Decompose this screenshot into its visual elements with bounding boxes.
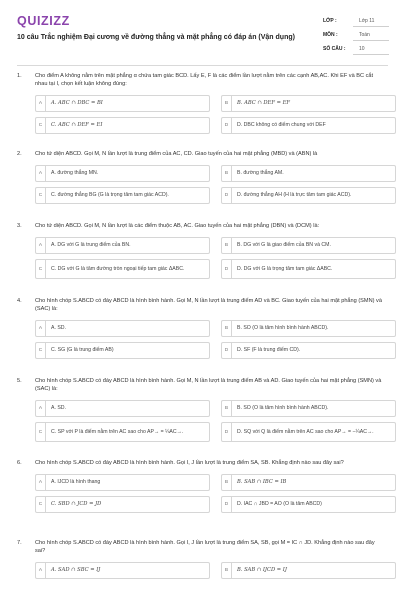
question-3: [0, 222, 400, 297]
question-header: [17, 72, 386, 88]
option-c[interactable]: [35, 117, 210, 134]
option-text: A. IJCD là hình thang: [51, 479, 101, 486]
option-letter: C: [36, 343, 46, 358]
question-text: Cho điểm A không nằm trên mặt phẳng α chứa tam giác BCD. Lấy E, F là các điểm lần lượt nằm trên các cạnh AB,AC. Khi EF và BC cắt nhau tại I, chọn kết luận không đúng:: [35, 73, 374, 87]
option-letter: B: [222, 321, 232, 336]
option-letter: C: [36, 118, 46, 133]
question-text: Cho hình chóp S.ABCD có đáy ABCD là hình bình hành. Gọi I, J lần lượt là trung điểm SA, SB. Khẳng định nào sau đây sai?: [35, 460, 344, 466]
option-b[interactable]: [221, 474, 396, 491]
question-number: 6.: [17, 460, 22, 466]
option-d[interactable]: [221, 187, 396, 204]
option-text: A. SAD ∩ SBC = IJ: [51, 567, 101, 574]
option-a[interactable]: [35, 237, 210, 254]
worksheet-title: 10 câu Trắc nghiệm Đại cương về đường thẳng và mặt phẳng có đáp án (Vận dụng): [17, 34, 295, 41]
option-text: A. đường thẳng MN.: [51, 170, 99, 177]
option-c[interactable]: [35, 187, 210, 204]
option-b[interactable]: [221, 165, 396, 182]
option-b[interactable]: [221, 400, 396, 417]
question-7: [0, 539, 400, 599]
question-6: [0, 459, 400, 539]
option-letter: C: [36, 188, 46, 203]
option-a[interactable]: [35, 400, 210, 417]
meta-row-count: [323, 42, 389, 56]
option-text: A. SD.: [51, 405, 66, 412]
option-text: D. SF (F là trung điểm CD).: [237, 347, 301, 354]
option-b[interactable]: [221, 562, 396, 579]
answer-options: [35, 165, 386, 204]
worksheet-header: [0, 0, 400, 64]
question-number: 7.: [17, 540, 22, 546]
answer-options: [35, 562, 386, 579]
question-number: 2.: [17, 151, 22, 157]
option-letter: D: [222, 188, 232, 203]
option-c[interactable]: [35, 259, 210, 279]
meta-label: SỐ CÂU :: [323, 46, 346, 52]
header-divider: [17, 65, 388, 66]
question-2: [0, 150, 400, 222]
worksheet-meta: [323, 14, 389, 56]
meta-value: Toán: [353, 30, 389, 41]
question-list: [0, 72, 400, 599]
question-5: [0, 377, 400, 459]
question-text: Cho tứ diện ABCD. Gọi M, N lần lượt là các điểm thuộc AB, AC. Giao tuyến của hai mặt phẳng (DBN) và (DCM) là:: [35, 223, 320, 229]
option-c[interactable]: [35, 342, 210, 359]
option-d[interactable]: [221, 496, 396, 513]
option-letter: A: [36, 475, 46, 490]
option-text: D. IAC ∩ JBD = AO (O là tâm ABCD): [237, 501, 322, 508]
option-text: C. DG với G là tâm đường tròn ngoại tiếp tam giác ΔABC.: [51, 265, 185, 272]
meta-row-subject: [323, 28, 389, 42]
option-text: A. DG với G là trung điểm của BN.: [51, 242, 131, 249]
option-text: C. đường thẳng BG (G là trọng tâm tam giác ACD).: [51, 192, 169, 199]
option-letter: B: [222, 401, 232, 416]
question-header: [17, 222, 386, 230]
option-letter: B: [222, 166, 232, 181]
question-number: 1.: [17, 73, 22, 79]
question-text: Cho hình chóp S.ABCD có đáy ABCD là hình bình hành. Gọi M, N lần lượt là trung điểm AB và AD. Giao tuyến của hai mặt phẳng (SMN) và (SAC) là:: [35, 378, 382, 392]
option-letter: A: [36, 96, 46, 111]
option-c[interactable]: [35, 496, 210, 513]
question-header: [17, 297, 386, 313]
option-text: D. DBC không có điểm chung với DEF: [237, 122, 326, 129]
answer-options: [35, 320, 386, 359]
option-b[interactable]: [221, 95, 396, 112]
question-number: 5.: [17, 378, 22, 384]
option-text: B. SO (O là tâm hình bình hành ABCD).: [237, 405, 329, 412]
option-a[interactable]: [35, 562, 210, 579]
option-letter: C: [36, 260, 46, 278]
meta-value: Lớp 11: [353, 16, 389, 27]
option-letter: B: [222, 238, 232, 253]
option-text: B. SAB ∩ IJCD = IJ: [237, 567, 287, 574]
option-d[interactable]: [221, 117, 396, 134]
option-text: C. SBD ∩ JCD = JD: [51, 501, 102, 508]
option-d[interactable]: [221, 422, 396, 442]
answer-options: [35, 400, 386, 442]
option-letter: D: [222, 343, 232, 358]
option-d[interactable]: [221, 342, 396, 359]
answer-options: [35, 237, 386, 279]
question-text: Cho hình chóp S.ABCD có đáy ABCD là hình bình hành. Gọi M, N lần lượt là trung điểm AD và BC. Giao tuyến của hai mặt phẳng (SMN) và (SAC) là:: [35, 298, 382, 312]
question-1: [0, 72, 400, 150]
option-letter: A: [36, 321, 46, 336]
question-header: [17, 539, 386, 555]
meta-label: MÔN :: [323, 32, 338, 38]
question-4: [0, 297, 400, 377]
question-number: 3.: [17, 223, 22, 229]
meta-value: 10: [353, 44, 389, 55]
option-letter: A: [36, 238, 46, 253]
option-letter: D: [222, 423, 232, 441]
option-b[interactable]: [221, 237, 396, 254]
option-text: B. đường thẳng AM.: [237, 170, 284, 177]
option-text: C. SG (G là trung điểm AB): [51, 347, 114, 354]
option-text: D. đường thẳng AH (H là trực tâm tam giác ACD).: [237, 192, 352, 199]
option-a[interactable]: [35, 474, 210, 491]
question-header: [17, 459, 386, 467]
option-letter: C: [36, 497, 46, 512]
option-letter: D: [222, 118, 232, 133]
question-text: Cho hình chóp S.ABCD có đáy ABCD là hình bình hành. Gọi I, J lần lượt là trung điểm SA, SB, gọi M = IC ∩ JD. Khẳng định nào sau đây sai?: [35, 540, 375, 554]
option-text: C. ABC ∩ DEF = EI: [51, 122, 103, 129]
option-a[interactable]: [35, 320, 210, 337]
option-text: B. DG với G là giao điểm của BN và CM.: [237, 242, 331, 249]
option-text: C. SP với P là điểm nằm trên AC sao cho AP→ = ¼AC→.: [51, 428, 184, 435]
meta-label: LỚP :: [323, 18, 337, 24]
option-letter: D: [222, 497, 232, 512]
option-d[interactable]: [221, 259, 396, 279]
option-a[interactable]: [35, 165, 210, 182]
option-text: B. SO (O là tâm hình bình hành ABCD).: [237, 325, 329, 332]
option-letter: B: [222, 96, 232, 111]
option-a[interactable]: [35, 95, 210, 112]
option-text: B. SAB ∩ IBC = IB: [237, 479, 287, 486]
option-letter: C: [36, 423, 46, 441]
option-letter: D: [222, 260, 232, 278]
option-b[interactable]: [221, 320, 396, 337]
question-number: 4.: [17, 298, 22, 304]
option-letter: B: [222, 475, 232, 490]
option-text: B. ABC ∩ DEF = EF: [237, 100, 290, 107]
option-text: D. DG với G là trọng tâm tam giác ΔABC.: [237, 265, 333, 272]
option-text: D. SQ với Q là điểm nằm trên AC sao cho AP→ = −¼AC→.: [237, 428, 374, 435]
option-letter: A: [36, 563, 46, 578]
option-text: A. SD.: [51, 325, 66, 332]
answer-options: [35, 95, 386, 134]
answer-options: [35, 474, 386, 513]
option-letter: B: [222, 563, 232, 578]
option-letter: A: [36, 166, 46, 181]
question-header: [17, 377, 386, 393]
question-header: [17, 150, 386, 158]
question-text: Cho tứ diện ABCD. Gọi M, N lần lượt là trung điểm của AC, CD. Giao tuyến của hai mặt phẳng (MBD) và (ABN) là: [35, 151, 318, 157]
option-text: A. ABC ∩ DBC = BI: [51, 100, 103, 107]
meta-row-grade: [323, 14, 389, 28]
option-letter: A: [36, 401, 46, 416]
quizizz-logo: QUIZIZZ: [17, 14, 70, 28]
option-c[interactable]: [35, 422, 210, 442]
